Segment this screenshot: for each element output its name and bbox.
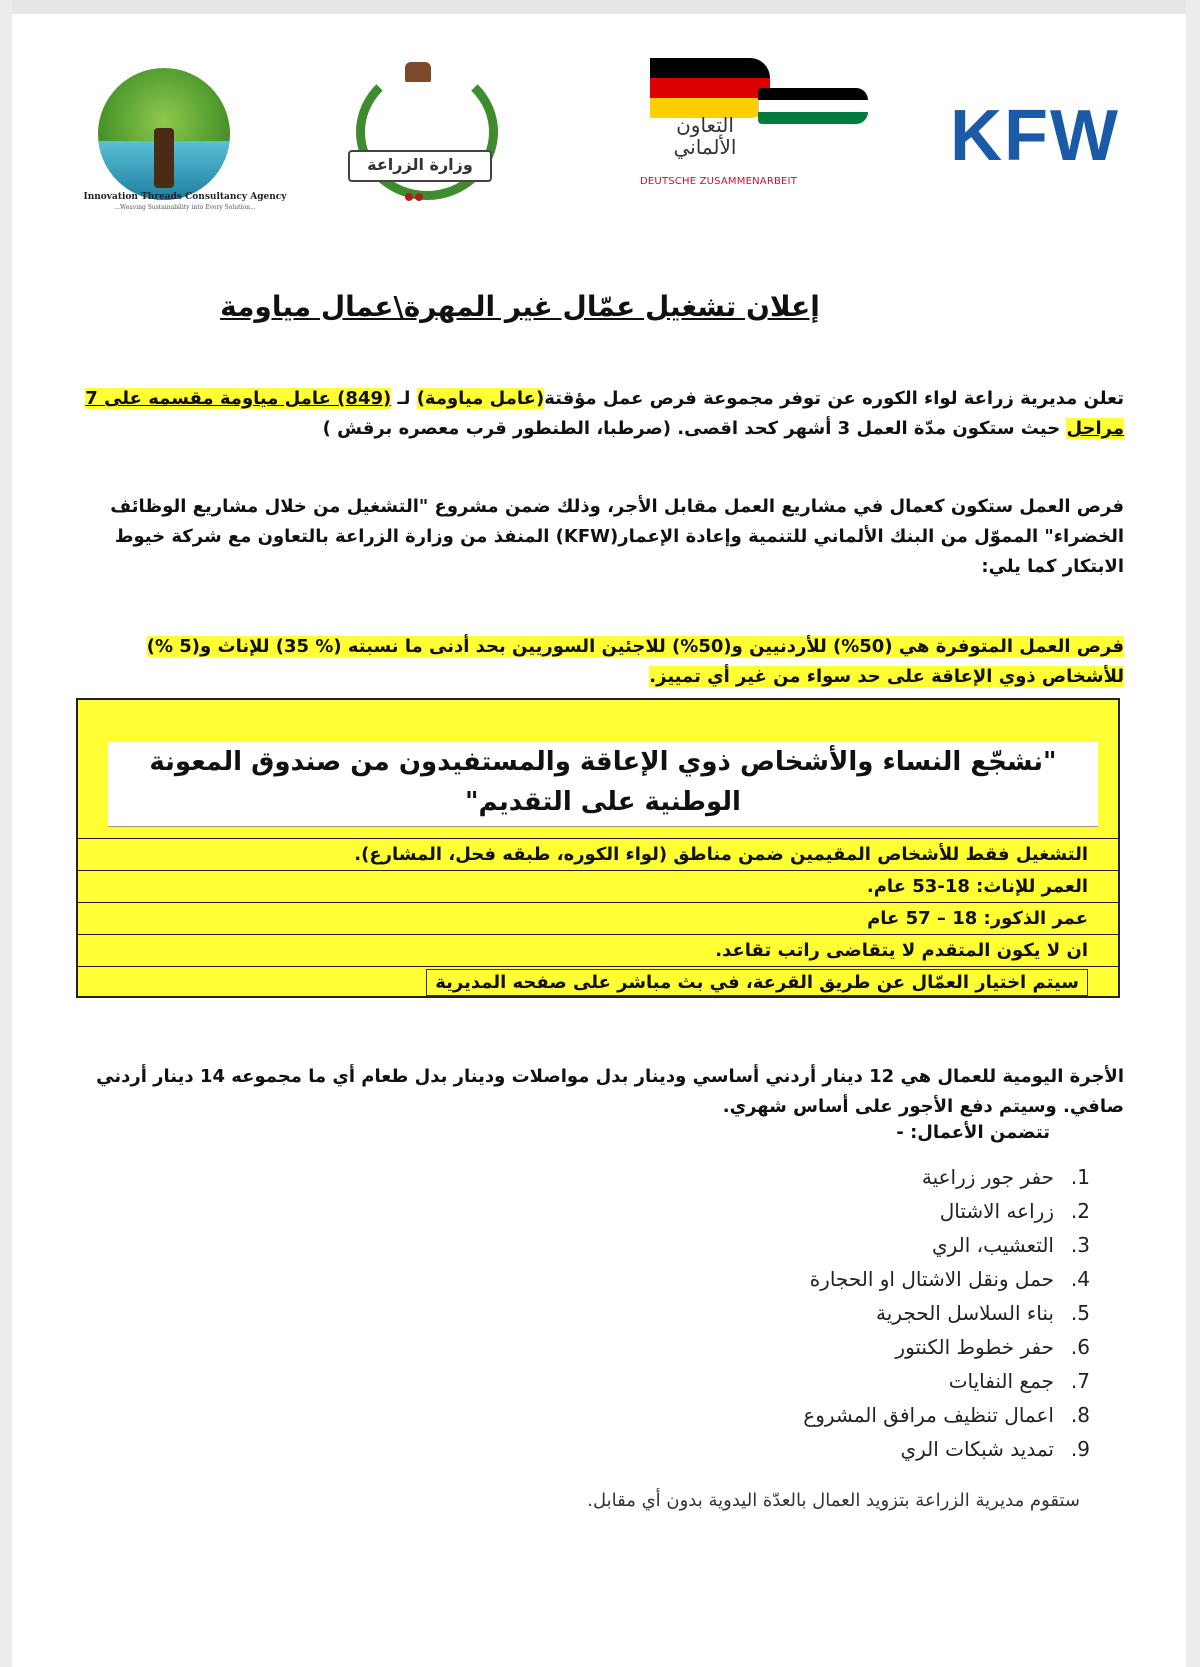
condition-row: عمر الذكور: 18 – 57 عام — [78, 902, 1118, 934]
tools-note: ستقوم مديرية الزراعة بتزويد العمال بالعدّة اليدوية بدون أي مقابل. — [587, 1490, 1080, 1511]
list-item — [600, 1296, 1090, 1330]
list-item — [600, 1398, 1090, 1432]
moa-banner: وزارة الزراعة — [348, 150, 492, 182]
list-item — [600, 1194, 1090, 1228]
itca-tagline: ...Weaving Sustainability into Every Solution... — [114, 204, 256, 211]
tasks-list — [600, 1160, 1090, 1466]
giz-subtitle: DEUTSCHE ZUSAMMENARBEIT — [640, 176, 798, 187]
quota-text: فرص العمل المتوفرة هي (50%) للأردنيين و(50%) للاجئين السوريين بحد أدنى ما نسبته (% 35) للإناث و(5 %) للأشخاص ذوي الإعاقة على حد سواء من غير أي تمييز. — [146, 636, 1124, 687]
list-number: 7. — [1070, 1369, 1090, 1393]
jordan-flag-icon — [758, 88, 868, 138]
page-edge — [1186, 0, 1200, 1667]
page-edge — [0, 0, 12, 1667]
lottery-note: سيتم اختيار العمّال عن طريق القرعة، في بث مباشر على صفحه المديرية — [426, 969, 1088, 996]
list-text: حفر خطوط الكنتور — [895, 1335, 1054, 1359]
giz-arabic-name — [640, 114, 770, 158]
german-flag-icon — [650, 58, 770, 118]
tree-icon — [98, 68, 230, 200]
list-item — [600, 1262, 1090, 1296]
list-text: تمديد شبكات الري — [900, 1437, 1054, 1461]
list-number: 1. — [1070, 1165, 1090, 1189]
ministry-of-agriculture-logo — [338, 54, 498, 204]
list-number: 6. — [1070, 1335, 1090, 1359]
german-cooperation-logo — [640, 58, 880, 198]
list-text: بناء السلاسل الحجرية — [876, 1301, 1054, 1325]
list-item — [600, 1160, 1090, 1194]
itca-logo — [80, 68, 287, 218]
list-number: 2. — [1070, 1199, 1090, 1223]
encouragement-callout: "نشجّع النساء والأشخاص ذوي الإعاقة والمستفيدون من صندوق المعونة الوطنية على التقديم" — [108, 742, 1098, 827]
giz-line1: التعاون — [676, 113, 734, 137]
list-item — [600, 1228, 1090, 1262]
crown-icon — [405, 62, 431, 82]
conditions-box — [76, 698, 1120, 998]
berries-icon — [404, 186, 432, 196]
condition-row: العمر للإناث: 18-53 عام. — [78, 870, 1118, 902]
list-text: حفر جور زراعية — [921, 1165, 1054, 1189]
intro-highlight-count: (849) عامل مياومة مقسمه على 7 مراحل — [85, 388, 1124, 439]
list-text: حمل ونقل الاشتال او الحجارة — [809, 1267, 1054, 1291]
intro-text: حيث ستكون مدّة العمل 3 أشهر كحد اقصى. (صرطبا، الطنطور قرب معصره برقش ) — [322, 418, 1067, 439]
list-text: جمع النفايات — [948, 1369, 1054, 1393]
intro-paragraph — [76, 384, 1124, 444]
project-paragraph: فرص العمل ستكون كعمال في مشاريع العمل مقابل الأجر، وذلك ضمن مشروع "التشغيل من خلال مشاريع الوظائف الخضراء" المموّل من البنك الألماني للتنمية وإعادة الإعمار(KFW) المنفذ من وزارة الزراعة بالتعاون مع شركة خيوط الابتكار كما يلي: — [110, 496, 1124, 577]
condition-row: التشغيل فقط للأشخاص المقيمين ضمن مناطق (لواء الكوره، طبقه فحل، المشارع). — [78, 838, 1118, 870]
wage-paragraph: الأجرة اليومية للعمال هي 12 دينار أردني أساسي ودينار بدل مواصلات ودينار بدل طعام أي ما مجموعه 14 دينار أردني صافي. وسيتم دفع الأجور على أساس شهري. — [96, 1066, 1124, 1117]
intro-text: تعلن مديرية زراعة لواء الكوره عن توفر مجموعة فرص عمل مؤقتة — [544, 388, 1124, 409]
condition-row: ان لا يكون المتقدم لا يتقاضى راتب تقاعد. — [78, 934, 1118, 966]
list-text: زراعه الاشتال — [939, 1199, 1054, 1223]
list-number: 4. — [1070, 1267, 1090, 1291]
giz-line2: الألماني — [673, 135, 737, 159]
list-text: اعمال تنظيف مرافق المشروع — [803, 1403, 1054, 1427]
intro-text: لـ — [391, 388, 417, 409]
list-number: 3. — [1070, 1233, 1090, 1257]
list-item — [600, 1364, 1090, 1398]
list-number: 8. — [1070, 1403, 1090, 1427]
intro-highlight-worker: (عامل مياومة) — [416, 388, 545, 409]
list-item — [600, 1330, 1090, 1364]
list-item — [600, 1432, 1090, 1466]
announcement-title: إعلان تشغيل عمّال غير المهرة\عمال مياومة — [220, 290, 820, 323]
list-number: 5. — [1070, 1301, 1090, 1325]
list-number: 9. — [1070, 1437, 1090, 1461]
itca-name: Innovation Threads Consultancy Agency — [83, 192, 287, 202]
condition-row — [78, 966, 1118, 998]
list-text: التعشيب، الري — [931, 1233, 1054, 1257]
tasks-title: تتضمن الأعمال: - — [896, 1122, 1050, 1143]
quota-paragraph — [76, 632, 1124, 692]
kfw-logo: KFW — [950, 96, 1120, 176]
page-edge — [0, 0, 1200, 14]
